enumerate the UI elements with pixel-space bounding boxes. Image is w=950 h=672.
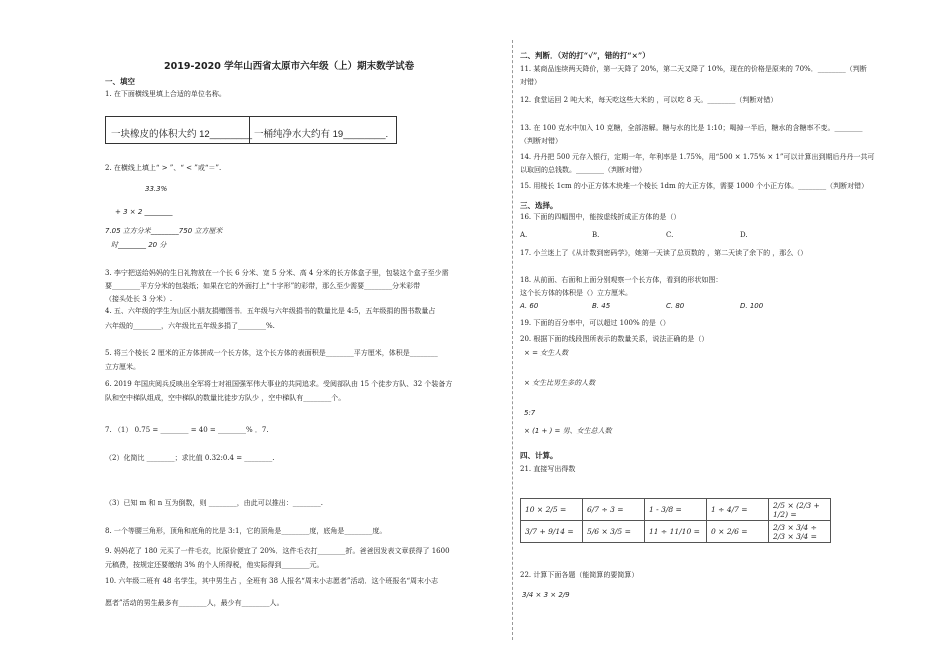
question-7-part2: （2）化简比 ________；求比值 0.32:0.4 = ________. [105,454,275,462]
question-9-line1: 9. 妈妈花了 180 元买了一件毛衣，比原价便宜了 20%．这件毛衣打________折。爸爸因发表文章获得了 1600 [105,547,450,555]
question-10-line2: 愿者”活动的男生最多有________人，最少有________人。 [105,599,284,607]
question-13-line1: 13. 在 100 克水中加入 10 克糖，全部溶解。糖与水的比是 1:10；喝掉一半后，糖水的含糖率不变。________ [520,124,863,132]
column-divider [512,40,513,640]
question-16-option-d: D. [740,231,748,239]
calc-cell: 11 ÷ 11/10 = [645,521,707,543]
answer-box [105,116,397,144]
right-column [520,0,940,672]
page-title: 2019-2020 学年山西省太原市六年级（上）期末数学试卷 [164,61,415,72]
question-20: 20. 根据下面的线段图所表示的数量关系，说法正确的是（） [520,335,709,343]
question-16-option-c: C. [666,231,674,239]
question-16: 16. 下面的四幅图中，能按虚线折成正方体的是（） [520,213,681,221]
question-6-line2: 队和空中梯队组成，空中梯队的数量比徒步方队少 ，空中梯队有________个。 [105,394,346,402]
question-18-line2: 这个长方体的体积是（）立方厘米。 [520,289,632,297]
question-7-part1: 7. （1） 0.75 = ________ = 40 = ________% ．7. [105,426,269,434]
question-5-line2: 立方厘米。 [105,363,140,371]
box-text-eraser: 一块橡皮的体积大约 12________ [111,129,252,140]
question-20-option-d: × (1 + ) = 男、女生总人数 [524,427,612,435]
question-22: 22. 计算下面各题（能简算的要简算） [520,571,639,579]
table-row [521,499,831,521]
question-11-line2: 对错） [520,78,541,86]
question-16-option-a: A. [520,231,528,239]
question-14-line1: 14. 丹丹把 500 元存入银行，定期一年，年利率是 1.75%，用“500 × 1.75% × 1”可以计算出到期后丹丹一共可 [520,153,875,161]
question-18-option-d: D. 100 [740,302,764,310]
question-20-option-c: 5:7 [524,409,536,417]
question-11-line1: 11. 某商品连续两天降价，第一天降了 20%，第二天又降了 10%，现在的价格是原来的 70%．________（判断 [520,65,867,73]
question-1: 1. 在下面横线里填上合适的单位名称。 [105,90,226,98]
question-18-option-a: A. 60 [520,302,539,310]
question-17: 17. 小兰迷上了《从计数到密码学》，她第一天读了总页数的 ，第二天读了余下的 ，那么（） [520,249,808,257]
calc-cell: 1 - 3/8 = [645,499,707,521]
question-8: 8. 一个等腰三角形，顶角和底角的比是 3:1，它的顶角是________度，底角是________度。 [105,527,387,535]
question-18-option-c: C. 80 [666,302,685,310]
question-2b: + 3 × 2 ________ [115,208,173,216]
question-13-line2: （判断对错） [520,137,562,145]
question-6-line1: 6. 2019 年国庆阅兵反映出全军将士对祖国强军伟大事业的共同追求。受阅部队由 15 个徒步方队、32 个装备方 [105,380,453,388]
question-2: 2. 在横线上填上“ > ”、“ < ”或“＝”. [105,164,222,172]
question-20-option-a: × = 女生人数 [524,349,569,357]
calc-cell: 2/3 × 3/4 ÷ 2/3 × 3/4 = [769,521,831,543]
section-true-false: 二、判断．（对的打“√”，错的打“×”） [520,51,650,60]
question-19: 19. 下面的百分率中，可以超过 100% 的是（） [520,319,670,327]
question-18-option-b: B. 45 [592,302,611,310]
question-14-line2: 以取回的总钱数。________（判断对错） [520,166,646,174]
question-4-line2: 六年级的________，六年级比五年级多捐了________%. [105,322,275,330]
question-2d: 时________ 20 分 [111,241,167,249]
calc-cell: 0 × 2/6 = [707,521,769,543]
calc-cell: 3/7 + 9/14 = [521,521,583,543]
question-2a: 33.3% [145,185,168,193]
question-3-line3: （接头处长 3 分米）. [105,295,173,303]
question-21: 21. 直接写出得数 [520,465,576,473]
question-4-line1: 4. 五、六年级的学生为山区小朋友捐赠图书．五年级与六年级捐书的数量比是 4:5，五年级捐的图书数量占 [105,307,436,315]
section-calculation: 四、计算。 [520,451,558,460]
calc-cell: 1 ÷ 4/7 = [707,499,769,521]
question-10-line1: 10. 六年级二班有 48 名学生，其中男生占 ，全班有 38 人报名“周末小志愿者”活动．这个班报名“周末小志 [105,577,439,585]
calc-cell: 5/6 × 3/5 = [583,521,645,543]
question-22a: 3/4 × 3 × 2/9 [522,591,570,599]
question-3-line2: 要________平方分米的包装纸；如果在它的外面打上“十字形”的彩带，那么至少需要________分米彩带 [105,282,421,290]
calc-cell: 2/5 × (2/3 + 1/2) = [769,499,831,521]
question-9-line2: 元稿费，按规定还要缴纳 3% 的个人所得税，他实际得到________元。 [105,561,324,569]
question-20-option-b: × 女生比男生多的人数 [524,379,596,387]
question-2c: 7.05 立方分米________750 立方厘米 [105,227,223,235]
box-text-water: 一桶纯净水大约有 19________. [254,129,389,140]
question-16-option-b: B. [592,231,600,239]
calc-cell: 10 × 2/5 = [521,499,583,521]
section-choice: 三、选择。 [520,201,558,210]
question-7-part3: （3）已知 m 和 n 互为倒数，则 ________，由此可以推出：________. [105,499,323,507]
calc-table [520,498,831,543]
table-row [521,521,831,543]
question-3-line1: 3. 李宁把送给妈妈的生日礼物放在一个长 6 分米、宽 5 分米、高 4 分米的长方体盒子里，包装这个盒子至少需 [105,269,449,277]
question-5-line1: 5. 将三个棱长 2 厘米的正方体拼成一个长方体，这个长方体的表面积是________平方厘米，体积是________ [105,349,438,357]
question-12: 12. 食堂运回 2 吨大米，每天吃这些大米的 ，可以吃 8 天。________（判断对错） [520,96,778,104]
question-15: 15. 用棱长 1cm 的小正方体木块堆一个棱长 1dm 的大正方体，需要 1000 个小正方体。________（判断对错） [520,182,869,190]
calc-cell: 6/7 ÷ 3 = [583,499,645,521]
question-18-line1: 18. 从前面、右面和上面分别观察一个长方体，看到的形状如图： [520,276,723,284]
section-fill-in: 一、填空 [105,77,135,86]
left-column [105,0,505,672]
